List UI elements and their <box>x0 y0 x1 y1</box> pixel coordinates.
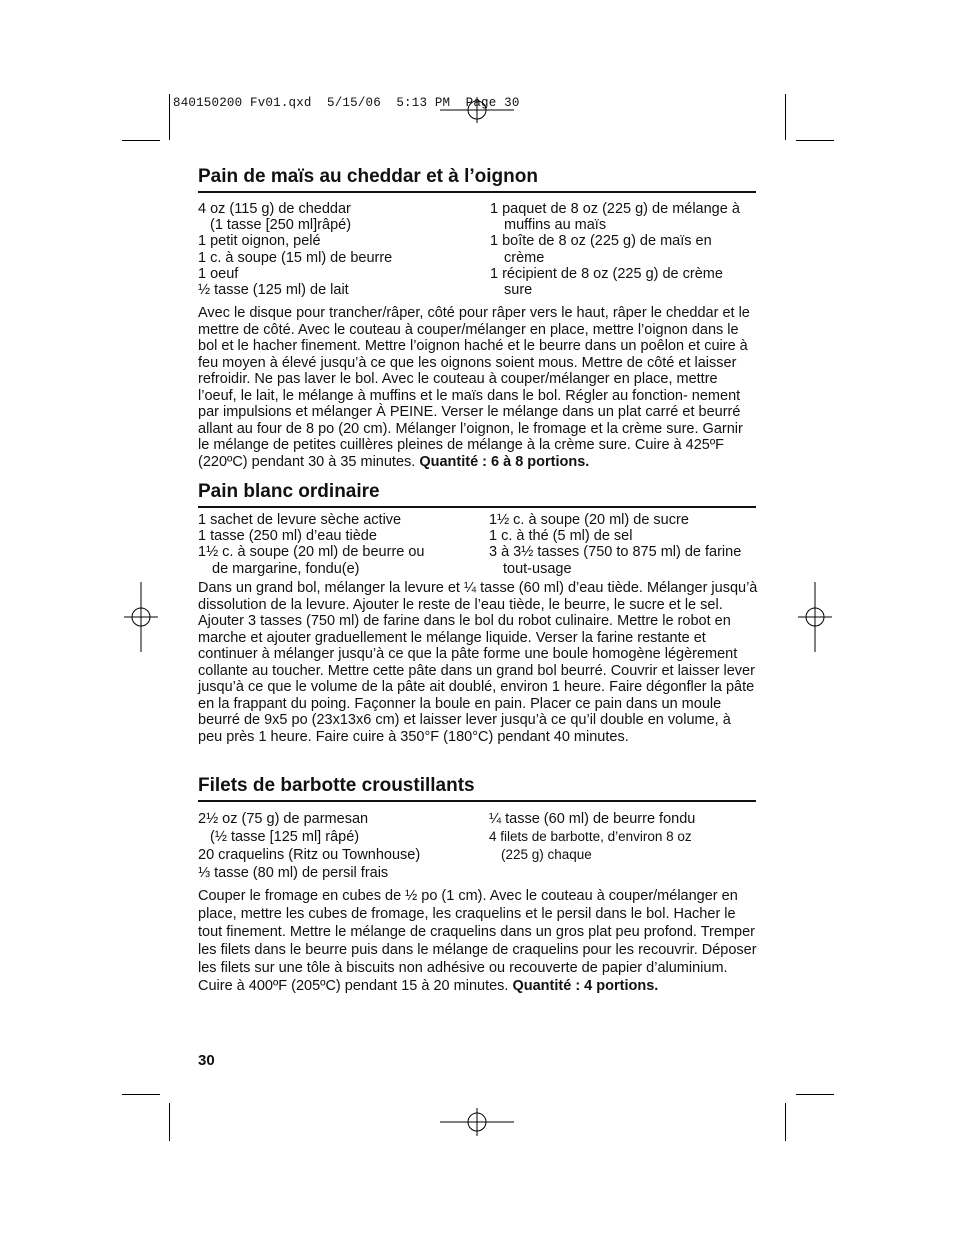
registration-mark-icon <box>438 1106 516 1138</box>
ingredients-right <box>490 201 760 298</box>
instructions <box>198 580 758 745</box>
ingredient: 1½ c. à soupe (20 ml) de sucre <box>489 512 689 528</box>
instructions <box>198 305 758 470</box>
recipe-title: Pain de maïs au cheddar et à l’oignon <box>198 166 538 187</box>
ingredient: ⅓ tasse (80 ml) de persil frais <box>198 865 389 881</box>
ingredients-left <box>198 810 484 882</box>
registration-mark-icon <box>122 580 160 654</box>
ingredient: 1 c. à soupe (15 ml) de beurre <box>198 249 393 266</box>
ingredient: 1 petit oignon, pelé <box>198 233 321 250</box>
yield: Quantité : 4 portions. <box>512 978 659 994</box>
crop-mark <box>796 140 834 141</box>
ingredient: tout-usage <box>503 560 572 577</box>
ingredient: 1 tasse (250 ml) d’eau tiède <box>198 528 377 545</box>
crop-mark <box>122 140 160 141</box>
print-slug: 840150200 Fv01.qxd 5/15/06 5:13 PM Page 30 <box>173 96 520 110</box>
ingredient: 4 filets de barbotte, d’environ 8 oz <box>489 829 692 844</box>
ingredient: 1 oeuf <box>198 265 239 282</box>
recipe-white-bread <box>198 481 758 745</box>
ingredient: (½ tasse [125 ml] râpé) <box>210 829 360 845</box>
recipe-title: Filets de barbotte croustillants <box>198 775 475 796</box>
page-number: 30 <box>198 1052 215 1069</box>
title-rule <box>198 800 756 802</box>
crop-mark <box>796 1094 834 1095</box>
recipe-catfish-fillets <box>198 775 757 994</box>
instructions <box>198 887 758 995</box>
ingredient: 1 sachet de levure sèche active <box>198 512 402 528</box>
ingredient: 1 paquet de 8 oz (225 g) de mélange à <box>490 201 740 217</box>
ingredient: 2½ oz (75 g) de parmesan <box>198 811 369 827</box>
ingredient: 1 boîte de 8 oz (225 g) de maïs en <box>490 233 712 250</box>
crop-mark <box>169 94 170 140</box>
registration-mark-icon <box>438 95 516 125</box>
title-rule <box>198 191 756 193</box>
ingredients-left <box>198 512 484 577</box>
ingredients-right <box>489 810 759 864</box>
ingredients-right <box>489 512 759 577</box>
crop-mark <box>785 1103 786 1141</box>
registration-mark-icon <box>796 580 834 654</box>
crop-mark <box>785 94 786 140</box>
crop-mark <box>122 1094 160 1095</box>
ingredient: 1 c. à thé (5 ml) de sel <box>489 528 633 545</box>
ingredient: (1 tasse [250 ml]râpé) <box>210 217 352 234</box>
ingredient: sure <box>504 282 533 299</box>
ingredient: crème <box>504 249 545 266</box>
ingredient: muffins au maïs <box>504 217 607 234</box>
ingredient: ¼ tasse (60 ml) de beurre fondu <box>489 811 696 827</box>
recipe-cornbread <box>198 166 756 470</box>
ingredient: 1½ c. à soupe (20 ml) de beurre ou <box>198 544 425 561</box>
crop-mark <box>169 1103 170 1141</box>
ingredient: 1 récipient de 8 oz (225 g) de crème <box>490 265 723 282</box>
ingredient: 20 craquelins (Ritz ou Townhouse) <box>198 847 421 863</box>
yield: Quantité : 6 à 8 portions. <box>419 453 590 470</box>
ingredient: 3 à 3½ tasses (750 to 875 ml) de farine <box>489 544 742 561</box>
title-rule <box>198 506 756 508</box>
instructions-text: Avec le disque pour trancher/râper, côté pour râper vers le haut, râper le cheddar et le mettre de côté. Avec le couteau à couper/mélanger en place, mettre l’oignon dans le bol et le hacher finement. Mettre l’oignon haché et le beurre dans un poêlon et cuire à feu moyen à élevé jusqu’à ce que les oignons soient mous. Mettre de côté et laisser refroidir. Ne pas laver le bol. Avec le couteau à couper/mélanger en place, mettre l’oeuf, le lait, le mélange à muffins et le maïs dans le bol. Régler au fonction- nement par impulsions et mélanger À PEINE. Verser le mélange dans un plat carré et beurré allant au four de 8 po (20 cm). Mélanger l’oignon, le fromage et la crème sure. Garnir le mélange de petites cuillères pleines de mélange à la crème sure. Cuire à 425ºF (220ºC) pendant 30 à 35 minutes. <box>198 305 750 470</box>
instructions-text: Dans un grand bol, mélanger la levure et ¼ tasse (60 ml) d’eau tiède. Mélanger jusqu’à dissolution de la levure. Ajouter le reste de l’eau tiède, le beurre, le sucre et le sel. Ajouter 3 tasses (750 ml) de farine dans le bol du robot culinaire. Mettre le robot en marche et ajouter graduellement le mélange liquide. Verser la farine restante et continuer à mélanger jusqu’à ce que la pâte forme une boule homogène légèrement collante au toucher. Mettre cette pâte dans un grand bol beurré. Couvrir et laisser lever jusqu’à ce que le volume de la pâte ait doublé, environ 1 heure. Faire dégonfler la pâte en la frappant du poing. Façonner la boule en pain. Placer ce pain dans un moule beurré de 9x5 po (23x13x6 cm) et laisser lever jusqu’à ce qu’il double en volume, à peu près 1 heure. Faire cuire à 350°F (180°C) pendant 40 minutes. <box>198 580 758 745</box>
instructions-text: Couper le fromage en cubes de ½ po (1 cm). Avec le couteau à couper/mélanger en place, mettre les cubes de fromage, les craquelins et le persil dans le bol. Hacher le tout finement. Mettre le mélange de craquelins dans un gros plat peu profond. Tremper les filets dans le beurre puis dans le mélange de craquelins pour les recouvrir. Déposer les filets sur une tôle à biscuits non adhésive ou recouverte de papier d’aluminium. Cuire à 400ºF (205ºC) pendant 15 à 20 minutes. <box>198 888 757 994</box>
ingredient: (225 g) chaque <box>501 847 592 862</box>
ingredient: de margarine, fondu(e) <box>212 560 360 577</box>
recipe-title: Pain blanc ordinaire <box>198 481 380 502</box>
ingredient: ½ tasse (125 ml) de lait <box>198 282 349 299</box>
ingredient: 4 oz (115 g) de cheddar <box>198 201 351 217</box>
ingredients-left <box>198 201 484 298</box>
